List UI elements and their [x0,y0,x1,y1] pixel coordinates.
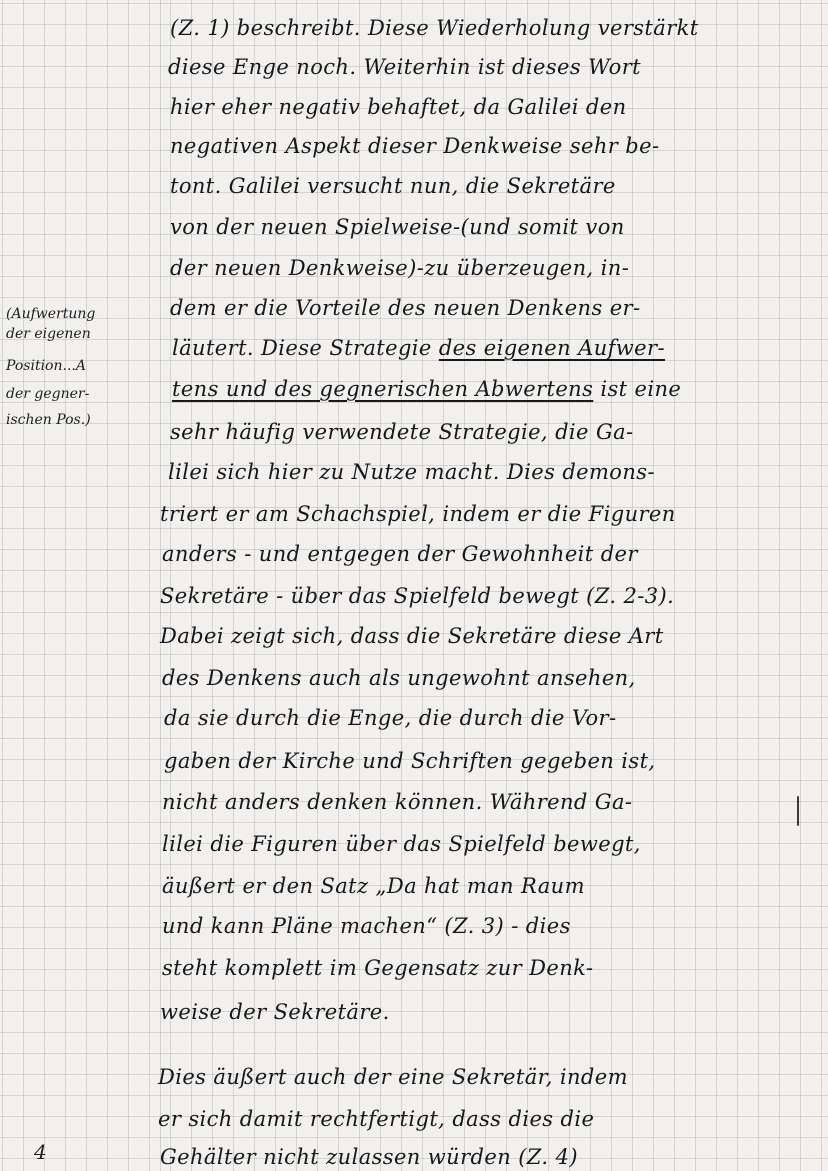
text-line [170,254,629,282]
text-line [158,1105,594,1133]
text-line [170,213,625,241]
text-line [162,830,641,858]
text-segment: sehr häufig verwendete Strategie, die Ga- [170,420,634,444]
text-line [170,418,634,446]
text-line [170,93,627,121]
text-segment: nicht anders denken können. Während Ga- [162,790,633,814]
text-segment: weise der Sekretäre. [160,1000,390,1024]
text-line [162,788,632,816]
text-segment: ist eine [593,377,682,401]
text-line [162,664,636,692]
text-line [162,540,638,568]
margin-note-line: der gegner- [6,386,90,402]
underlined-phrase: tens und des gegnerischen Abwertens [172,377,594,401]
text-line [160,998,390,1026]
text-line [172,334,665,362]
text-segment: lilei die Figuren über das Spielfeld bewegt, [162,832,641,856]
page-number: 4 [34,1140,47,1164]
text-segment: Dabei zeigt sich, dass die Sekretäre diese Art [160,624,664,648]
text-line [170,294,641,322]
text-segment: er sich damit rechtfertigt, dass dies die [158,1107,595,1131]
text-line [162,912,571,940]
text-line [168,53,641,81]
text-line [158,1063,628,1091]
margin-note-line: ischen Pos.) [6,412,91,428]
text-line [170,172,616,200]
text-segment: gaben der Kirche und Schriften gegeben ist, [164,749,656,773]
text-segment: äußert er den Satz „Da hat man Raum [162,874,585,898]
text-segment: triert er am Schachspiel, indem er die Figuren [160,502,676,526]
margin-note-line: der eigenen [6,326,91,342]
text-segment: Dies äußert auch der eine Sekretär, indem [158,1065,628,1089]
text-line [162,954,593,982]
text-segment: des Denkens auch als ungewohnt ansehen, [162,666,636,690]
text-segment: diese Enge noch. Weiterhin ist dieses Wort [168,55,641,79]
margin-check-mark [797,796,799,826]
text-segment: und kann Pläne machen“ (Z. 3) - dies [162,914,571,938]
text-segment: Sekretäre - über das Spielfeld bewegt (Z. 2-3). [160,584,675,608]
margin-note-line: (Aufwertung [6,306,96,322]
text-segment: läutert. Diese Strategie [172,336,439,360]
text-line [162,872,585,900]
text-segment: negativen Aspekt dieser Denkweise sehr be- [170,134,660,158]
text-line [160,1143,578,1171]
underlined-phrase: des eigenen Aufwer- [438,336,665,360]
text-line [160,622,664,650]
text-segment: da sie durch die Enge, die durch die Vor- [164,706,617,730]
margin-note-line: Position...A [6,358,86,374]
text-segment: dem er die Vorteile des neuen Denkens er- [170,296,641,320]
text-segment: lilei sich hier zu Nutze macht. Dies demons- [168,460,655,484]
text-segment: der neuen Denkweise)-zu überzeugen, in- [170,256,630,280]
text-line [164,747,656,775]
text-line [170,14,699,42]
text-line [164,704,616,732]
text-segment: hier eher negativ behaftet, da Galilei den [170,95,627,119]
text-line [170,132,659,160]
text-line [160,500,676,528]
text-segment: (Z. 1) beschreibt. Diese Wiederholung verstärkt [170,16,699,40]
text-line [160,582,674,610]
text-segment: von der neuen Spielweise-(und somit von [170,215,625,239]
text-line [172,375,681,403]
text-line [168,458,655,486]
text-segment: Gehälter nicht zulassen würden (Z. 4) [160,1145,578,1169]
text-segment: tont. Galilei versucht nun, die Sekretäre [170,174,616,198]
text-segment: anders - und entgegen der Gewohnheit der [162,542,638,566]
text-segment: steht komplett im Gegensatz zur Denk- [162,956,594,980]
